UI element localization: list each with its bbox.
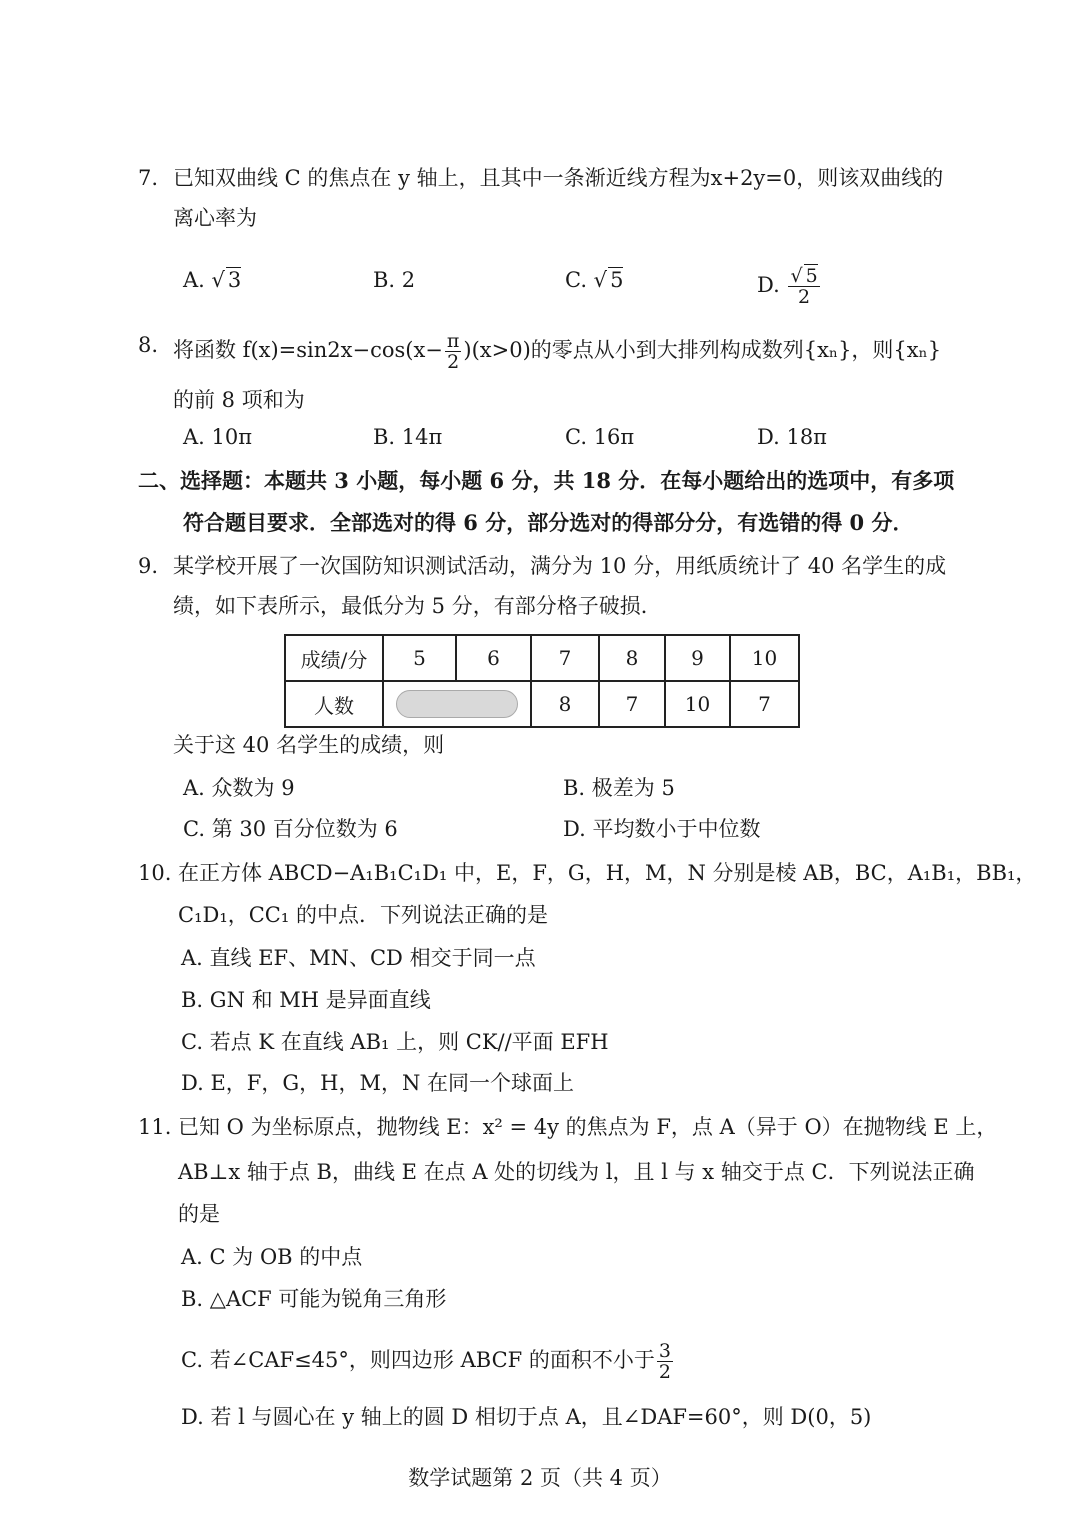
q10-option-d: D. E，F，G，H，M，N 在同一个球面上 [181, 1071, 574, 1095]
q9-option-c: C. 第 30 百分位数为 6 [183, 817, 398, 841]
table-cell: 8 [531, 681, 599, 727]
q9-option-d: D. 平均数小于中位数 [563, 817, 761, 841]
q11-option-b: B. △ACF 可能为锐角三角形 [181, 1287, 447, 1311]
q9-number: 9. [138, 554, 159, 578]
table-cell: 7 [531, 635, 599, 681]
q8-option-a: A. 10π [183, 425, 253, 449]
table-header-cell: 成绩/分 [285, 635, 383, 681]
q9-option-b: B. 极差为 5 [563, 776, 675, 800]
section-2-instructions: 符合题目要求．全部选对的得 6 分，部分选对的得部分分，有选错的得 0 分． [183, 510, 914, 535]
page-footer: 数学试题第 2 页（共 4 页） [408, 1466, 672, 1490]
q10-option-b: B. GN 和 MH 是异面直线 [181, 988, 431, 1012]
q9-stem-cont: 绩，如下表所示，最低分为 5 分，有部分格子破损． [173, 594, 662, 618]
damage-smudge [396, 690, 518, 718]
q8-number: 8. [138, 333, 159, 357]
q8-stem-cont: 的前 8 项和为 [173, 388, 305, 412]
table-cell: 9 [665, 635, 730, 681]
table-cell: 7 [730, 681, 799, 727]
q9-option-a: A. 众数为 9 [183, 776, 295, 800]
score-table [284, 634, 800, 728]
q10-stem: 在正方体 ABCD−A₁B₁C₁D₁ 中，E，F，G，H，M，N 分别是棱 AB，BC，A₁B₁，BB₁， [178, 861, 1037, 885]
q10-number: 10. [138, 861, 172, 885]
q7-stem-cont: 离心率为 [173, 206, 257, 230]
q11-option-a: A. C 为 OB 的中点 [181, 1245, 363, 1269]
q7-stem: 已知双曲线 C 的焦点在 y 轴上，且其中一条渐近线方程为x+2y=0，则该双曲线的 [173, 166, 944, 190]
q11-option-d: D. 若 l 与圆心在 y 轴上的圆 D 相切于点 A，且∠DAF=60°，则 D(0，5) [181, 1405, 872, 1429]
table-cell: 8 [599, 635, 665, 681]
damaged-cell [383, 681, 531, 727]
q11-option-c: C. 若∠CAF≤45°，则四边形 ABCF 的面积不小于 $\frac{3}{2}$ [181, 1340, 671, 1383]
q7-option-b: B. 2 [373, 268, 416, 292]
q8-stem: 将函数 f(x)=sin2x−cos(x− $\frac{\pi}{2}$ )(x>0)的零点从小到大排列构成数列{xₙ}，则{xₙ} [173, 330, 942, 373]
q10-option-c: C. 若点 K 在直线 AB₁ 上，则 CK//平面 EFH [181, 1030, 609, 1054]
table-cell: 10 [665, 681, 730, 727]
q7-option-d: D. $\frac{√ 5}{2}$ [757, 265, 818, 308]
q7-option-a: A. √ 3 [183, 268, 242, 292]
q11-number: 11. [138, 1115, 172, 1139]
table-cell: 6 [456, 635, 531, 681]
q7-option-c: C. √ 5 [565, 268, 624, 292]
q8-option-d: D. 18π [757, 425, 827, 449]
table-row [285, 681, 799, 727]
q10-option-a: A. 直线 EF、MN、CD 相交于同一点 [181, 946, 536, 970]
q11-stem-end: 的是 [178, 1202, 220, 1226]
q9-question: 关于这 40 名学生的成绩，则 [173, 733, 445, 757]
q7-number: 7. [138, 166, 159, 190]
table-header-cell: 人数 [285, 681, 383, 727]
table-cell: 5 [383, 635, 456, 681]
q11-stem: 已知 O 为坐标原点，抛物线 E：x² = 4y 的焦点为 F，点 A（异于 O）在抛物线 E 上， [178, 1115, 998, 1139]
table-cell: 7 [599, 681, 665, 727]
q9-stem: 某学校开展了一次国防知识测试活动，满分为 10 分，用纸质统计了 40 名学生的成 [173, 554, 947, 578]
q8-option-b: B. 14π [373, 425, 443, 449]
table-cell: 10 [730, 635, 799, 681]
section-2-heading: 二、选择题：本题共 3 小题，每小题 6 分，共 18 分．在每小题给出的选项中，有多项 [138, 468, 955, 493]
q11-stem-cont: AB⊥x 轴于点 B，曲线 E 在点 A 处的切线为 l，且 l 与 x 轴交于点 C．下列说法正确 [178, 1160, 975, 1184]
table-row [285, 635, 799, 681]
q10-stem-cont: C₁D₁，CC₁ 的中点．下列说法正确的是 [178, 903, 548, 927]
q8-option-c: C. 16π [565, 425, 635, 449]
